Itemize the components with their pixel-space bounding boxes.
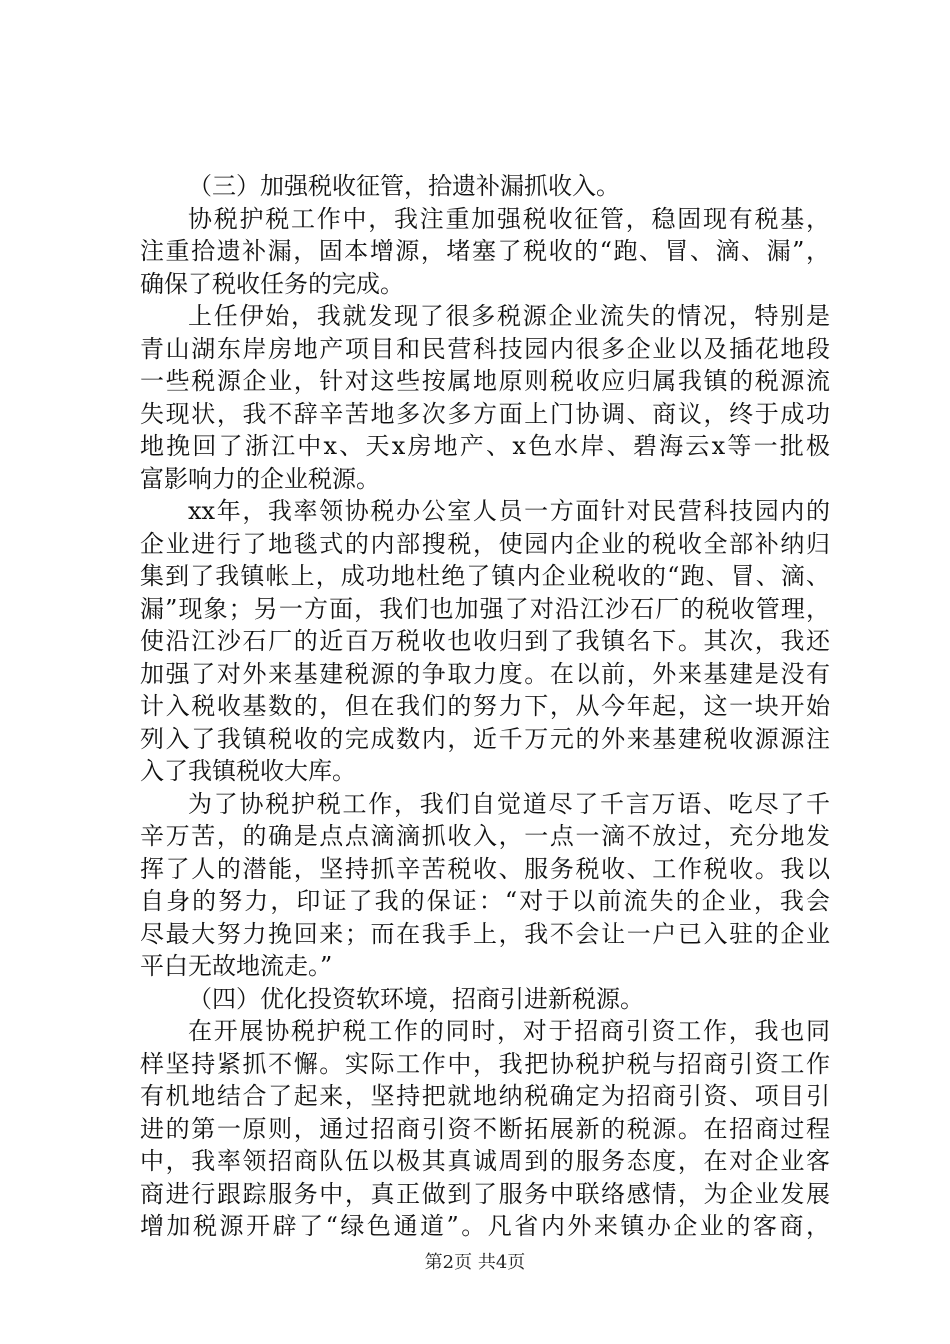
paragraph-line: 增加税源开辟了“绿色通道”。凡省内外来镇办企业的客商， (140, 1212, 830, 1240)
paragraph-line: 上任伊始，我就发现了很多税源企业流失的情况，特别是 (188, 302, 830, 330)
paragraph-line: 协税护税工作中，我注重加强税收征管，稳固现有税基， (188, 204, 830, 233)
paragraph-line: 平白无故地流走。” (140, 952, 333, 980)
page-number-footer: 第2页 共4页 (424, 1252, 526, 1273)
paragraph-line: 确保了税收任务的完成。 (140, 269, 404, 298)
paragraph-line: 辛万苦，的确是点点滴滴抓收入，一点一滴不放过，充分地发 (140, 822, 830, 850)
paragraph-line: 自身的努力，印证了我的保证：“对于以前流失的企业，我会 (140, 887, 830, 915)
paragraph-line: 使沿江沙石厂的近百万税收也收归到了我镇名下。其次，我还 (140, 627, 830, 655)
document-body (140, 170, 830, 1243)
paragraph-line: 样坚持紧抓不懈。实际工作中，我把协税护税与招商引资工作 (140, 1049, 830, 1078)
paragraph-line: 在开展协税护税工作的同时，对于招商引资工作，我也同 (188, 1017, 830, 1045)
paragraph-line: 地挽回了浙江中x、天x房地产、x色水岸、碧海云x等一批极 (140, 432, 830, 460)
paragraph-line: 商进行跟踪服务中，真正做到了服务中联络感情，为企业发展 (140, 1179, 830, 1208)
paragraph-line: 入了我镇税收大库。 (140, 757, 356, 785)
paragraph-line: 企业进行了地毯式的内部搜税，使园内企业的税收全部补纳归 (140, 529, 830, 558)
paragraph-line: 尽最大努力挽回来；而在我手上，我不会让一户已入驻的企业 (140, 919, 830, 948)
section-heading-3: （三）加强税收征管，拾遗补漏抓收入。 (188, 172, 620, 200)
paragraph-line: 一些税源企业，针对这些按属地原则税收应归属我镇的税源流 (140, 367, 830, 395)
paragraph-line: 集到了我镇帐上，成功地杜绝了镇内企业税收的“跑、冒、滴、 (140, 562, 830, 590)
paragraph-line: 加强了对外来基建税源的争取力度。在以前，外来基建是没有 (140, 659, 830, 688)
section-heading-4: （四）优化投资软环境，招商引进新税源。 (188, 984, 644, 1013)
paragraph-line: 挥了人的潜能，坚持抓辛苦税收、服务税收、工作税收。我以 (140, 854, 830, 883)
paragraph-line: 计入税收基数的，但在我们的努力下，从今年起，这一块开始 (140, 692, 830, 720)
paragraph-line: 漏”现象；另一方面，我们也加强了对沿江沙石厂的税收管理， (140, 594, 830, 623)
paragraph-line: 有机地结合了起来，坚持把就地纳税确定为招商引资、项目引 (140, 1082, 830, 1110)
paragraph-line: 青山湖东岸房地产项目和民营科技园内很多企业以及插花地段 (140, 334, 830, 363)
paragraph-line: 富影响力的企业税源。 (140, 464, 380, 493)
paragraph-line: 中，我率领招商队伍以极其真诚周到的服务态度，在对企业客 (140, 1147, 830, 1175)
paragraph-line: 注重拾遗补漏，固本增源，堵塞了税收的“跑、冒、滴、漏”， (140, 237, 830, 265)
paragraph-line: 为了协税护税工作，我们自觉道尽了千言万语、吃尽了千 (188, 789, 830, 818)
paragraph-line: xx年，我率领协税办公室人员一方面针对民营科技园内的 (188, 497, 830, 525)
paragraph-line: 进的第一原则，通过招商引资不断拓展新的税源。在招商过程 (140, 1114, 830, 1143)
paragraph-line: 列入了我镇税收的完成数内，近千万元的外来基建税收源源注 (140, 724, 830, 753)
paragraph-line: 失现状，我不辞辛苦地多次多方面上门协调、商议，终于成功 (140, 399, 830, 428)
